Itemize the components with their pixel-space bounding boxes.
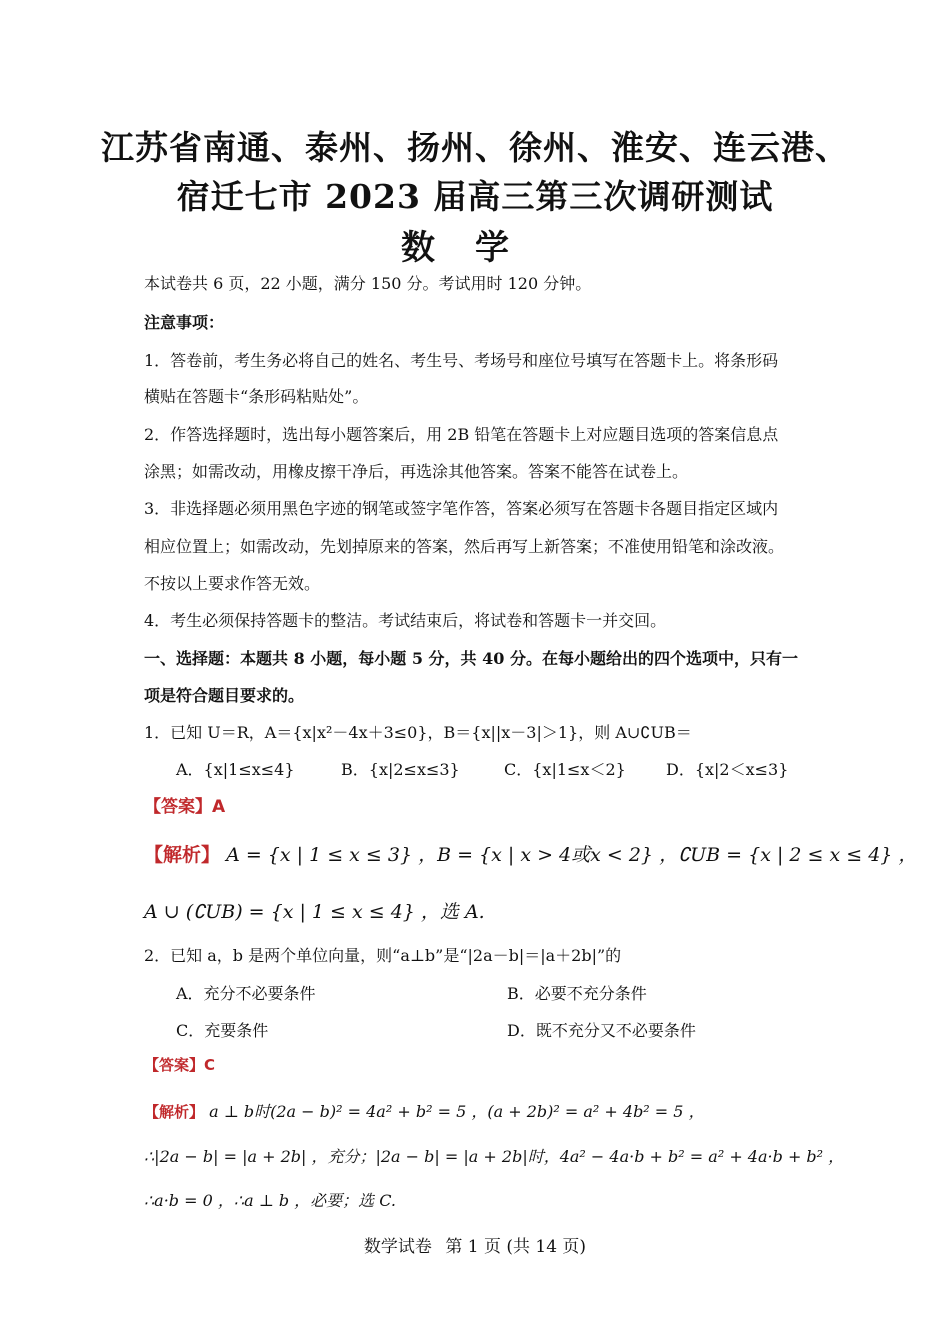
note-line: 1．答卷前，考生务必将自己的姓名、考生号、考场号和座位号填写在答题卡上。将条形码 <box>144 351 779 370</box>
exam-title-line2: 宿迁七市 2023 届高三第三次调研测试 <box>176 177 774 216</box>
footer-subject: 数学试卷 <box>363 1237 432 1257</box>
note-line: 不按以上要求作答无效。 <box>144 574 321 593</box>
q1-option-c: C．{x|1≤x＜2} <box>504 760 626 779</box>
q2-option-d: D．既不充分又不必要条件 <box>507 1021 696 1040</box>
q1-option-b: B．{x|2≤x≤3} <box>341 760 460 779</box>
note-line: 3．非选择题必须用黑色字迹的钢笔或签字笔作答，答案必须写在答题卡各题目指定区域内 <box>144 499 779 518</box>
note-line: 涂黑；如需改动，用橡皮擦干净后，再选涂其他答案。答案不能答在试卷上。 <box>144 462 689 481</box>
footer-page-number: 第 1 页 (共 14 页) <box>445 1237 587 1257</box>
section1-heading-line1: 一、选择题：本题共 8 小题，每小题 5 分，共 40 分。在每小题给出的四个选项中，只有一 <box>144 649 798 668</box>
page-footer <box>0 1232 950 1257</box>
q2-analysis <box>144 1102 705 1122</box>
q2-option-c: C．充要条件 <box>176 1021 269 1040</box>
note-line: 4．考生必须保持答题卡的整洁。考试结束后，将试卷和答题卡一并交回。 <box>144 611 667 630</box>
q2-analysis-line3: ∴a·b = 0 ，∴a ⊥ b ，必要；选 C. <box>144 1191 397 1210</box>
section1-heading-line2: 项是符合题目要求的。 <box>144 686 305 705</box>
q2-option-a: A．充分不必要条件 <box>176 984 316 1003</box>
q2-stem: 2．已知 a，b 是两个单位向量，则“a⊥b”是“|2a－b|＝|a＋2b|”的 <box>144 946 622 965</box>
q1-option-a: A．{x|1≤x≤4} <box>176 760 295 779</box>
q2-option-b: B．必要不充分条件 <box>507 984 647 1003</box>
q1-analysis-line2: A ∪ (∁UB) = {x | 1 ≤ x ≤ 4} ，选 A. <box>144 901 485 923</box>
q1-stem: 1．已知 U＝R，A＝{x|x²－4x＋3≤0}，B＝{x||x－3|＞1}，则 A∪∁UB＝ <box>144 723 692 742</box>
note-line: 2．作答选择题时，选出每小题答案后，用 2B 铅笔在答题卡上对应题目选项的答案信息点 <box>144 425 779 444</box>
q1-analysis-line1: A = {x | 1 ≤ x ≤ 3} ，B = {x | x > 4或x < 2} ，∁UB = {x | 2 ≤ x ≤ 4} ， <box>226 844 918 866</box>
q2-answer-label: 【答案】C <box>144 1056 216 1074</box>
q1-analysis-label: 【解析】 <box>144 844 221 866</box>
q1-option-d: D．{x|2＜x≤3} <box>666 760 789 779</box>
subject-title: 数学 <box>401 228 549 268</box>
note-line: 相应位置上；如需改动，先划掉原来的答案，然后再写上新答案；不准使用铅笔和涂改液。 <box>144 537 785 556</box>
q1-answer-label: 【答案】A <box>144 797 226 817</box>
q2-analysis-label: 【解析】 <box>144 1103 205 1121</box>
notes-heading: 注意事项： <box>144 313 225 332</box>
note-line: 横贴在答题卡“条形码粘贴处”。 <box>144 387 369 406</box>
q2-analysis-line1: a ⊥ b时(2a − b)² = 4a² + b² = 5 ，(a + 2b)² = a² + 4b² = 5 ， <box>209 1102 705 1121</box>
q2-analysis-line2: ∴|2a − b| = |a + 2b| ，充分；|2a − b| = |a + 2b|时，4a² − 4a·b + b² = a² + 4a·b + b² ， <box>144 1147 845 1166</box>
exam-title-line1: 江苏省南通、泰州、扬州、徐州、淮安、连云港、 <box>101 128 849 167</box>
q1-analysis <box>144 845 917 865</box>
exam-intro: 本试卷共 6 页，22 小题，满分 150 分。考试用时 120 分钟。 <box>144 274 592 293</box>
